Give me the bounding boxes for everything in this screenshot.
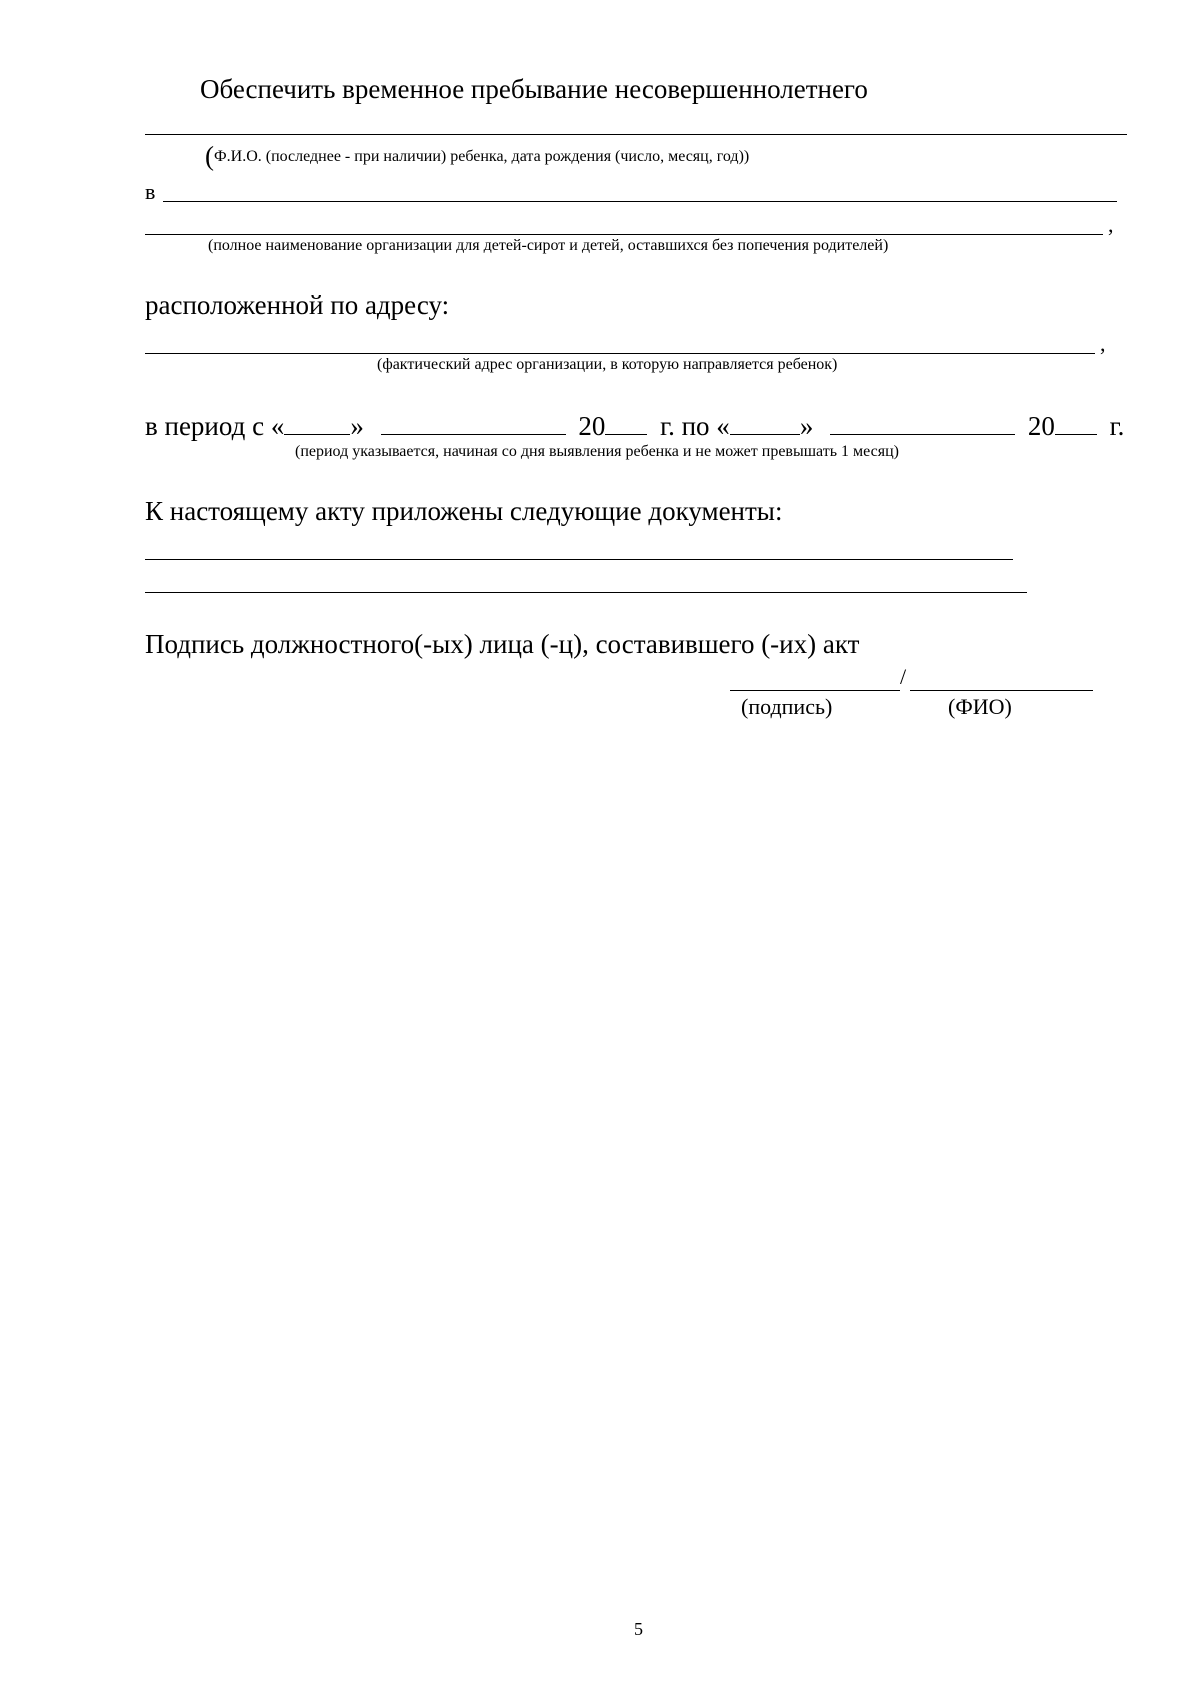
- end-day-field[interactable]: [730, 412, 800, 435]
- period-row: [145, 412, 1124, 440]
- name-line[interactable]: [910, 690, 1093, 691]
- period-suffix: г.: [1109, 411, 1125, 441]
- org-line-1[interactable]: [163, 201, 1117, 202]
- org-comma: ,: [1108, 212, 1114, 237]
- signature-line[interactable]: [730, 690, 900, 691]
- start-year-field[interactable]: [605, 412, 647, 435]
- signature-caption: (подпись): [741, 694, 833, 719]
- attachments-label: К настоящему акту приложены следующие документы:: [145, 496, 783, 526]
- attachments-line-2[interactable]: [145, 592, 1027, 593]
- address-comma: ,: [1100, 331, 1106, 356]
- child-caption: [205, 143, 749, 170]
- located-label: расположенной по адресу:: [145, 290, 450, 320]
- child-caption-text: Ф.И.О. (последнее - при наличии) ребенка, дата рождения (число, месяц, год)): [214, 148, 750, 165]
- start-month-field[interactable]: [381, 412, 566, 435]
- period-mid: г. по «: [660, 411, 730, 441]
- end-month-field[interactable]: [830, 412, 1015, 435]
- intro-text: Обеспечить временное пребывание несовершеннолетнего: [200, 74, 868, 104]
- in-prefix: в: [145, 179, 156, 204]
- open-paren: (: [205, 141, 214, 171]
- address-line[interactable]: [145, 353, 1095, 354]
- address-caption: (фактический адрес организации, в которую направляется ребенок): [377, 356, 838, 373]
- attachments-line-1[interactable]: [145, 559, 1013, 560]
- org-caption: (полное наименование организации для детей-сирот и детей, оставшихся без попечения родителей): [208, 237, 889, 254]
- start-year-prefix: 20: [578, 411, 606, 441]
- end-year-field[interactable]: [1055, 412, 1097, 435]
- end-year-prefix: 20: [1027, 411, 1055, 441]
- start-day-field[interactable]: [284, 412, 350, 435]
- signature-label: Подпись должностного(-ых) лица (-ц), составившего (-их) акт: [145, 629, 860, 659]
- period-caption: (период указывается, начиная со дня выявления ребенка и не может превышать 1 месяц): [295, 443, 899, 460]
- name-caption: (ФИО): [948, 694, 1012, 719]
- page-number: 5: [634, 1619, 643, 1639]
- period-prefix: в период с «: [145, 411, 285, 441]
- slash-separator: /: [900, 664, 907, 689]
- period-close-quote-2: »: [799, 411, 814, 441]
- child-name-line[interactable]: [145, 134, 1127, 135]
- org-line-2[interactable]: [145, 234, 1103, 235]
- period-close-quote: »: [350, 411, 364, 441]
